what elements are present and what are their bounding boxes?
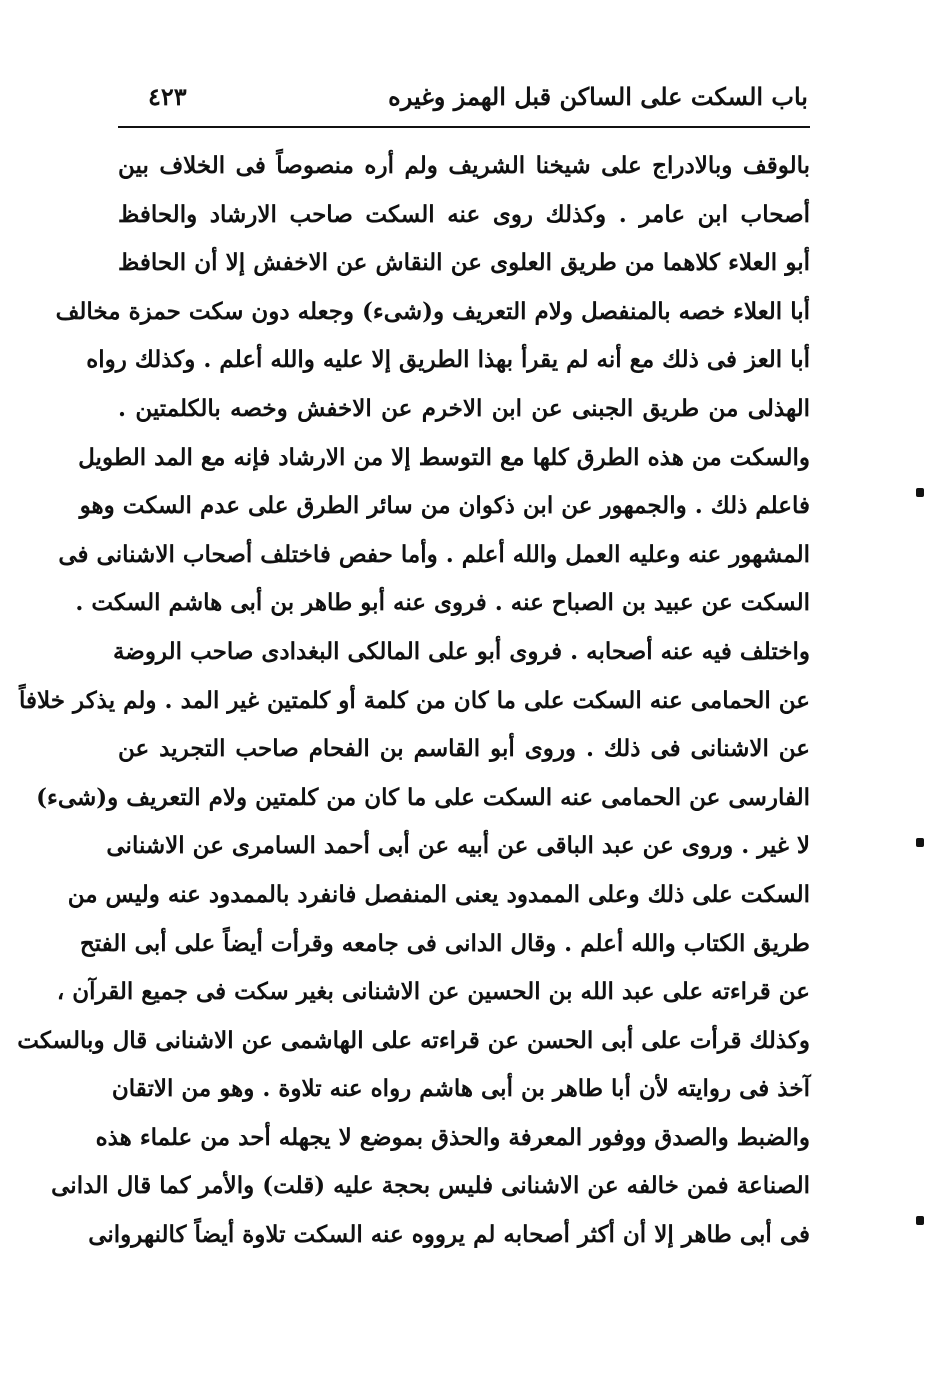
text-line: السكت على ذلك وعلى الممدود يعنى المنفصل فانفرد بالممدود عنه وليس من	[67, 880, 810, 908]
text-line: فاعلم ذلك . والجمهور عن ابن ذكوان من سائر الطرق على عدم السكت وهو	[79, 492, 810, 520]
text-line: أبا العز فى ذلك مع أنه لم يقرأ بهذا الطريق إلا عليه والله أعلم . وكذلك رواه	[86, 346, 810, 374]
text-line: أبا العلاء خصه بالمنفصل ولام التعريف و(شىء) وجعله دون سكت حمزة مخالف	[55, 297, 810, 325]
text-line: فى أبى طاهر إلا أن أكثر أصحابه لم يرووه عنه السكت تلاوة أيضاً كالنهروانى	[88, 1221, 810, 1249]
header-rule	[118, 126, 810, 128]
text-line: عن الاشنانى فى ذلك . وروى أبو القاسم بن الفحام صاحب التجريد عن	[118, 735, 810, 763]
page-number: ٤٢٣	[148, 82, 187, 111]
margin-mark	[916, 488, 924, 497]
text-line: أبو العلاء كلاهما من طريق العلوى عن النقاش عن الاخفش إلا أن الحافظ	[118, 249, 810, 277]
text-line: والسكت من هذه الطرق كلها مع التوسط إلا من الارشاد فإنه مع المد الطويل	[78, 443, 810, 471]
text-line: وكذلك قرأت على أبى الحسن عن قراءته على الهاشمى عن الاشنانى قال وبالسكت	[17, 1026, 810, 1054]
margin-mark	[916, 838, 924, 847]
text-line: عن الحمامى عنه السكت على ما كان من كلمة أو كلمتين غير المد . ولم يذكر خلافاً	[19, 686, 810, 714]
text-line: لا غير . وروى عن عبد الباقى عن أبيه عن أبى أحمد السامرى عن الاشنانى	[106, 832, 810, 860]
text-line: بالوقف وبالادراج على شيخنا الشريف ولم أره منصوصاً فى الخلاف بين	[118, 152, 810, 179]
body-text	[17, 142, 810, 1260]
text-line: الهذلى من طريق الجبنى عن ابن الاخرم عن الاخفش وخصه بالكلمتين .	[118, 394, 810, 422]
running-title: باب السكت على الساكن قبل الهمز وغيره	[388, 82, 808, 111]
text-line: السكت عن عبيد بن الصباح عنه . فروى عنه أبو طاهر بن أبى هاشم السكت .	[75, 589, 810, 617]
text-line: الصناعة فمن خالفه عن الاشنانى فليس بحجة عليه (قلت) والأمر كما قال الدانى	[51, 1172, 810, 1200]
text-line: طريق الكتاب والله أعلم . وقال الدانى فى جامعه وقرأت أيضاً على أبى الفتح	[79, 929, 810, 957]
text-line: والضبط والصدق ووفور المعرفة والحذق بموضع لا يجهله أحد من علماء هذه	[95, 1123, 810, 1151]
text-line: أصحاب ابن عامر . وكذلك روى عنه السكت صاحب الارشاد والحافظ	[118, 200, 810, 228]
text-line: الفارسى عن الحمامى عنه السكت على ما كان من كلمتين ولام التعريف و(شىء)	[36, 783, 810, 811]
text-line: عن قراءته على عبد الله بن الحسين عن الاشنانى بغير سكت فى جميع القرآن ،	[56, 978, 810, 1006]
text-line: واختلف فيه عنه أصحابه . فروى أبو على المالكى البغدادى صاحب الروضة	[112, 637, 810, 665]
page-header	[118, 78, 808, 122]
text-line: المشهور عنه وعليه العمل والله أعلم . وأما حفص فاختلف أصحاب الاشنانى فى	[58, 540, 810, 568]
text-line: آخذ فى روايته لأن أبا طاهر بن أبى هاشم رواه عنه تلاوة . وهو من الاتقان	[111, 1075, 810, 1103]
margin-mark	[916, 1216, 924, 1225]
